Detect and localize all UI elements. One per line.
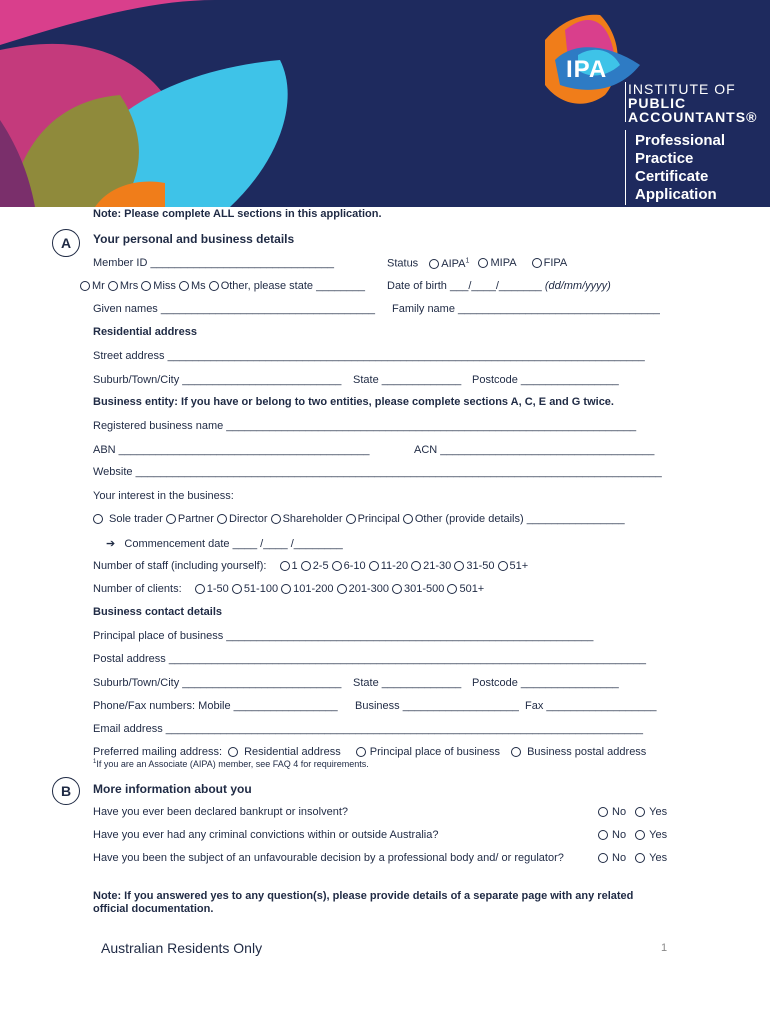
fax-field[interactable]: Fax __________________	[525, 700, 657, 712]
section-b-marker: B	[52, 777, 80, 805]
mailing-address-label: Preferred mailing address:	[93, 746, 223, 759]
mailing-option-principal[interactable]	[356, 746, 500, 758]
staff-option[interactable]	[369, 560, 408, 572]
radio-button-icon[interactable]	[447, 584, 457, 594]
radio-button-icon[interactable]	[337, 584, 347, 594]
radio-button-icon[interactable]	[141, 281, 151, 291]
option-label: Ms	[190, 280, 206, 293]
radio-button-icon[interactable]	[280, 561, 290, 571]
option-label: 11-20	[380, 560, 409, 573]
suburb-field[interactable]: Suburb/Town/City __________________________	[93, 677, 342, 689]
status-group	[387, 257, 567, 270]
mailing-option-residential[interactable]	[228, 746, 341, 758]
option-label: Mr	[92, 280, 105, 293]
postcode-field[interactable]: Postcode ________________	[472, 374, 619, 386]
answer-yes[interactable]	[635, 829, 667, 841]
option-label: Sole trader	[109, 513, 163, 526]
org-line-3: ACCOUNTANTS®	[628, 109, 758, 125]
option-label: 51+	[509, 560, 529, 573]
question-unfavourable: Have you been the subject of an unfavourable decision by a professional body and/ or regulator?	[93, 852, 564, 864]
radio-button-icon[interactable]	[271, 514, 281, 524]
family-name-field[interactable]: Family name _________________________________	[392, 303, 660, 315]
radio-button-icon[interactable]	[598, 807, 608, 817]
option-label: Miss	[153, 280, 176, 293]
date-of-birth-field[interactable]	[387, 280, 611, 292]
staff-count-label: Number of staff (including yourself):	[93, 560, 267, 573]
option-label: Yes	[649, 806, 668, 819]
website-field[interactable]: Website ______________________________________________________________________________________	[93, 466, 662, 478]
postal-address-field[interactable]: Postal address ______________________________________________________________________________	[93, 653, 646, 665]
member-id-field[interactable]: Member ID ______________________________	[93, 257, 334, 269]
option-label: FIPA	[543, 257, 568, 270]
given-names-field[interactable]: Given names ___________________________________	[93, 303, 375, 315]
question-criminal: Have you ever had any criminal convictions within or outside Australia?	[93, 829, 439, 841]
interest-options	[93, 513, 625, 525]
radio-button-icon[interactable]	[403, 514, 413, 524]
radio-button-icon[interactable]	[598, 853, 608, 863]
aipa-footnote	[93, 759, 369, 769]
state-field[interactable]: State _____________	[353, 374, 462, 386]
mailing-option-business-postal[interactable]	[511, 746, 646, 758]
interest-option-principal[interactable]	[346, 513, 400, 525]
title-line: Professional	[635, 132, 726, 149]
note-yes-answers-cont: official documentation.	[93, 903, 214, 915]
radio-button-icon[interactable]	[635, 830, 645, 840]
client-count-label: Number of clients:	[93, 583, 182, 596]
client-count-group	[93, 583, 484, 595]
footnote-ref: 1	[465, 257, 470, 264]
option-label: 31-50	[466, 560, 495, 573]
radio-button-icon[interactable]	[346, 514, 356, 524]
client-option[interactable]	[232, 583, 278, 595]
radio-button-icon[interactable]	[532, 258, 542, 268]
org-line-1: INSTITUTE OF	[628, 81, 736, 97]
radio-button-icon[interactable]	[332, 561, 342, 571]
answer-no[interactable]	[598, 852, 626, 864]
organization-name	[628, 82, 757, 124]
status-option-aipa[interactable]	[429, 258, 469, 270]
option-label: MIPA	[490, 257, 517, 270]
dob-label: Date of birth ___/____/_______	[387, 280, 542, 292]
radio-button-icon[interactable]	[635, 853, 645, 863]
status-label: Status	[387, 257, 419, 270]
footer-text: Australian Residents Only	[101, 940, 263, 956]
option-label: No	[612, 829, 627, 842]
answer-bankrupt	[598, 806, 667, 818]
radio-button-icon[interactable]	[179, 281, 189, 291]
ipa-logo: IPA	[566, 56, 608, 83]
radio-button-icon[interactable]	[217, 514, 227, 524]
radio-button-icon[interactable]	[598, 830, 608, 840]
title-option-mrs[interactable]	[108, 280, 138, 292]
commencement-date-field[interactable]	[106, 537, 343, 550]
radio-button-icon[interactable]	[195, 584, 205, 594]
title-line: Practice	[635, 150, 694, 167]
radio-button-icon[interactable]	[429, 259, 439, 269]
option-label: 6-10	[343, 560, 366, 573]
section-a-heading: Your personal and business details	[93, 232, 295, 246]
postcode-field[interactable]: Postcode ________________	[472, 677, 619, 689]
title-option-ms[interactable]	[179, 280, 206, 292]
radio-button-icon[interactable]	[281, 584, 291, 594]
commencement-label: Commencement date ____ /____ /________	[124, 538, 343, 550]
brand-divider	[625, 82, 626, 122]
option-label: Partner	[177, 513, 214, 526]
footnote-marker: 1	[93, 759, 97, 765]
option-label: Mrs	[119, 280, 139, 293]
client-option[interactable]	[337, 583, 389, 595]
option-label: 21-30	[423, 560, 452, 573]
abn-field[interactable]: ABN _________________________________________	[93, 444, 370, 456]
title-option-other[interactable]	[209, 280, 365, 292]
staff-option[interactable]	[498, 560, 529, 572]
registered-business-name-field[interactable]: Registered business name ___________________________________________________________________	[93, 420, 637, 432]
option-label: Yes	[649, 852, 668, 865]
business-contact-heading: Business contact details	[93, 606, 222, 618]
section-b-heading: More information about you	[93, 782, 252, 796]
title-option-mr[interactable]	[80, 280, 105, 292]
residential-address-heading: Residential address	[93, 326, 197, 338]
option-label: Other, please state ________	[220, 280, 366, 293]
staff-count-group	[93, 560, 528, 572]
staff-option[interactable]	[454, 560, 494, 572]
option-label: No	[612, 852, 627, 865]
option-label: Director	[229, 513, 268, 526]
interest-option-partner[interactable]	[166, 513, 214, 525]
option-label: 201-300	[348, 583, 389, 596]
org-line-2: PUBLIC	[628, 95, 687, 111]
answer-no[interactable]	[598, 806, 626, 818]
principal-place-field[interactable]: Principal place of business ____________________________________________________________	[93, 630, 594, 642]
street-address-field[interactable]: Street address ______________________________________________________________________________	[93, 350, 645, 362]
interest-option-shareholder[interactable]	[271, 513, 343, 525]
option-label: No	[612, 806, 627, 819]
answer-yes[interactable]	[635, 806, 667, 818]
radio-button-icon[interactable]	[478, 258, 488, 268]
client-option[interactable]	[447, 583, 484, 595]
answer-yes[interactable]	[635, 852, 667, 864]
radio-button-icon[interactable]	[369, 561, 379, 571]
answer-unfavourable	[598, 852, 667, 864]
option-label: Principal place of business	[369, 746, 501, 759]
note-complete-all: Note: Please complete ALL sections in this application.	[93, 208, 382, 220]
title-options	[80, 280, 365, 292]
radio-button-icon[interactable]	[635, 807, 645, 817]
radio-button-icon[interactable]	[209, 281, 219, 291]
question-bankrupt: Have you ever been declared bankrupt or insolvent?	[93, 806, 348, 818]
answer-criminal	[598, 829, 667, 841]
radio-button-icon[interactable]	[498, 561, 508, 571]
option-label: Residential address	[244, 746, 341, 759]
option-label: AIPA	[441, 257, 466, 270]
client-option[interactable]	[392, 583, 444, 595]
email-field[interactable]: Email address ______________________________________________________________________________	[93, 723, 643, 735]
interest-option-other[interactable]	[403, 513, 625, 525]
title-option-miss[interactable]	[141, 280, 176, 292]
radio-button-icon[interactable]	[511, 747, 521, 757]
answer-no[interactable]	[598, 829, 626, 841]
section-a-marker: A	[52, 229, 80, 257]
footnote-text: If you are an Associate (AIPA) member, see FAQ 4 for requirements.	[96, 759, 369, 769]
mailing-address-group	[93, 746, 646, 758]
option-label: 51-100	[243, 583, 279, 596]
option-label: Principal	[357, 513, 400, 526]
interest-option-director[interactable]	[217, 513, 268, 525]
staff-option[interactable]	[280, 560, 298, 572]
dob-format-hint: (dd/mm/yyyy)	[544, 280, 611, 292]
header-banner	[0, 0, 770, 207]
interest-option-sole-trader[interactable]	[93, 513, 163, 525]
option-label: 1-50	[206, 583, 229, 596]
title-line: Application	[635, 186, 717, 203]
business-phone-field[interactable]: Business ___________________	[355, 700, 519, 712]
suburb-field[interactable]: Suburb/Town/City __________________________	[93, 374, 342, 386]
radio-button-icon[interactable]	[392, 584, 402, 594]
option-label: 301-500	[404, 583, 445, 596]
title-divider	[625, 130, 626, 205]
option-label: 501+	[459, 583, 485, 596]
business-entity-note: Business entity: If you have or belong to two entities, please complete sections A, C, E and G twice.	[93, 396, 614, 408]
staff-option[interactable]	[301, 560, 329, 572]
radio-button-icon[interactable]	[166, 514, 176, 524]
page-number: 1	[661, 942, 668, 954]
radio-button-icon[interactable]	[232, 584, 242, 594]
radio-button-icon[interactable]	[301, 561, 311, 571]
radio-button-icon[interactable]	[356, 747, 366, 757]
status-option-mipa[interactable]	[478, 257, 516, 269]
radio-button-icon[interactable]	[80, 281, 90, 291]
form-title	[635, 132, 765, 204]
radio-button-icon[interactable]	[93, 514, 103, 524]
title-line: Certificate	[635, 168, 709, 185]
option-label: Shareholder	[282, 513, 343, 526]
client-option[interactable]	[281, 583, 333, 595]
state-field[interactable]: State _____________	[353, 677, 462, 689]
radio-button-icon[interactable]	[454, 561, 464, 571]
radio-button-icon[interactable]	[108, 281, 118, 291]
option-label: 101-200	[293, 583, 334, 596]
arrow-right-icon: ➔	[106, 538, 116, 550]
option-label: 1	[291, 560, 298, 573]
acn-field[interactable]: ACN ___________________________________	[414, 444, 655, 456]
status-option-fipa[interactable]	[532, 257, 568, 269]
staff-option[interactable]	[411, 560, 451, 572]
mobile-field[interactable]: Phone/Fax numbers: Mobile _________________	[93, 700, 338, 712]
option-label: Yes	[649, 829, 668, 842]
option-label: Other (provide details) ________________	[414, 513, 625, 526]
option-label: Business postal address	[527, 746, 647, 759]
radio-button-icon[interactable]	[228, 747, 238, 757]
option-label: 2-5	[312, 560, 329, 573]
radio-button-icon[interactable]	[411, 561, 421, 571]
interest-label: Your interest in the business:	[93, 490, 234, 502]
note-yes-answers: Note: If you answered yes to any question(s), please provide details of a separate page with any related	[93, 890, 634, 902]
client-option[interactable]	[195, 583, 229, 595]
staff-option[interactable]	[332, 560, 366, 572]
